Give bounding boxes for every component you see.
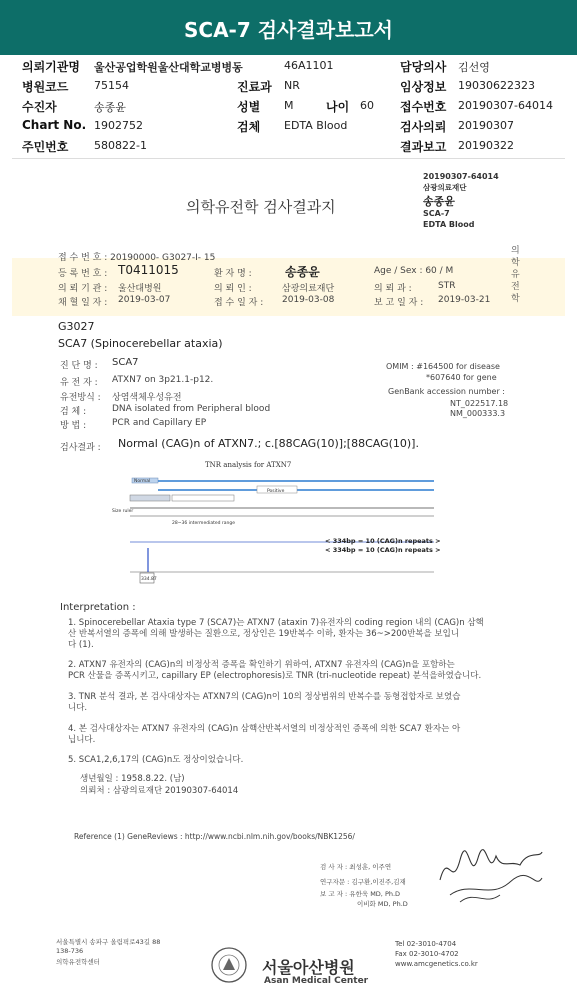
page-title: SCA-7 검사결과보고서 — [184, 18, 393, 42]
inheritance-value: 상염색체우성유전 — [112, 393, 182, 403]
value-institution: 울산공업학원울산대학교병병동 — [94, 61, 243, 74]
label-patient: 수진자 — [22, 100, 57, 114]
report-id-test: SCA-7 — [423, 209, 450, 218]
label-doctor: 담당의사 — [400, 60, 447, 74]
report-date-value: 2019-03-21 — [438, 295, 491, 305]
label-report-date: 결과보고 — [400, 140, 447, 154]
value-doctor: 김선영 — [458, 61, 490, 74]
disease-name: SCA7 (Spinocerebellar ataxia) — [58, 337, 223, 350]
age-sex-value: Age / Sex : 60 / M — [374, 266, 454, 276]
patient-name-value: 송종윤 — [285, 265, 320, 279]
requester-label: 의 뢰 인 : — [214, 284, 252, 294]
reg-no-value: T0411015 — [118, 263, 179, 277]
positive-bar-label: Positive — [267, 489, 285, 494]
label-dept: 진료과 — [237, 80, 272, 94]
value-sex: M — [284, 99, 294, 112]
footer-fax: Fax 02-3010-4702 — [395, 950, 459, 958]
tnr-chart — [112, 470, 442, 590]
size-ruler-label: Size ruler — [112, 509, 134, 514]
genbank-nt: NT_022517.18 — [450, 399, 509, 408]
interpretation-line: 1. Spinocerebellar Ataxia type 7 (SCA7)는 ATXN7 (ataxin 7)유전자의 coding region 내의 (CAG)n 삼핵 — [68, 618, 484, 628]
value-patient: 송종윤 — [94, 101, 126, 114]
label-age: 나이 — [326, 100, 350, 114]
interpretation-line: 다 (1). — [68, 640, 94, 650]
genbank-label: GenBank accession number : — [388, 387, 505, 396]
genbank-nm: NM_000333.3 — [450, 409, 506, 418]
interpretation-line: 2. ATXN7 유전자의 (CAG)n의 비정상적 증폭을 확인하기 위하여, ATXN7 유전자의 (CAG)n을 포함하는 — [68, 660, 455, 670]
label-specimen: 검체 — [237, 120, 261, 134]
interpretation-line: 5. SCA1,2,6,17의 (CAG)n도 정상이었습니다. — [68, 755, 244, 765]
report-title: 의학유전학 검사결과지 — [186, 198, 336, 216]
footer-website: www.amcgenetics.co.kr — [395, 960, 478, 968]
label-request-date: 검사의뢰 — [400, 120, 447, 134]
value-request-date: 20190307 — [458, 119, 514, 132]
label-institution: 의뢰기관명 — [22, 60, 80, 74]
omim-gene: *607640 for gene — [426, 373, 497, 382]
signer-reporter: 보 고 자 : 유한욱 MD, Ph.D — [320, 890, 401, 898]
footer-address-1: 서울특별시 송파구 올림픽로43길 88 — [56, 938, 161, 946]
report-id-accession: 20190307-64014 — [423, 172, 499, 181]
side-label: 의학유전학 — [511, 246, 520, 304]
value-hospital-code: 75154 — [94, 79, 129, 92]
gene-label: 유 전 자 : — [60, 378, 98, 388]
draw-date-label: 채 혈 일 자 : — [58, 298, 108, 308]
test-code: G3027 — [58, 320, 95, 333]
intermediate-bar-2 — [172, 495, 234, 501]
result-value: Normal (CAG)n of ATXN7.; c.[88CAG(10)];[88CAG(10)]. — [118, 437, 419, 450]
interpretation-line: 4. 본 검사대상자는 ATXN7 유전자의 (CAG)n 삼핵산반복서열의 비정상적인 증폭에 의한 SCA7 환자는 아 — [68, 724, 461, 734]
specimen-value: DNA isolated from Peripheral blood — [112, 404, 271, 414]
signer-reporter-2: 이비화 MD, Ph.D — [357, 900, 408, 908]
label-chart-no: Chart No. — [22, 118, 87, 132]
report-date-label: 보 고 일 자 : — [374, 298, 424, 308]
report-id-lab: 삼광의료재단 — [423, 183, 467, 192]
normal-bar-label: Normal — [134, 479, 151, 484]
reference-line: Reference (1) GeneReviews : http://www.ncbi.nlm.nih.gov/books/NBK1256/ — [74, 832, 355, 841]
institution-value: 울산대병원 — [118, 284, 162, 294]
hospital-name-en: Asan Medical Center — [264, 976, 369, 986]
omim-disease: OMIM : #164500 for disease — [386, 362, 500, 371]
interpretation-line: PCR 산물을 증폭시키고, capillary EP (electrophoresis)로 TNR (tri-nucleotide repeat) 분석을하였습니다. — [68, 671, 482, 681]
footer-address-3: 의학유전학센터 — [56, 958, 100, 966]
signature-image — [430, 840, 550, 910]
result-label: 검사결과 : — [60, 443, 101, 453]
method-value: PCR and Capillary EP — [112, 418, 207, 428]
report-id-specimen: EDTA Blood — [423, 220, 475, 229]
method-label: 방 법 : — [60, 421, 87, 431]
value-clinical-info: 19030622323 — [458, 79, 535, 92]
repeat-note-1: < 334bp = 10 (CAG)n repeats > — [325, 537, 441, 545]
label-resident-no: 주민번호 — [22, 140, 69, 154]
requester-value: 삼광의료재단 — [282, 284, 335, 294]
interpretation-line: 3. TNR 분석 결과, 본 검사대상자는 ATXN7의 (CAG)n이 10의 정상범위의 반복수를 동형접합자로 보였습 — [68, 692, 461, 702]
signer-tester: 검 사 자 : 최성훈, 이주연 — [320, 863, 392, 871]
label-accession: 접수번호 — [400, 100, 447, 114]
reg-no-label: 등 록 번 호 : — [58, 269, 108, 279]
value-report-date: 20190322 — [458, 139, 514, 152]
value-dept: NR — [284, 79, 300, 92]
label-hospital-code: 병원코드 — [22, 80, 69, 94]
asan-logo-icon — [210, 946, 248, 984]
diagnosis-label: 진 단 명 : — [60, 361, 98, 371]
value-resident-no: 580822-1 — [94, 139, 147, 152]
header-bar — [0, 0, 577, 55]
interpretation-line: 산 반복서열의 증폭에 의해 발생하는 질환으로, 정상인은 19반복수 이하, 환자는 36~>200반복을 보입니 — [68, 629, 460, 639]
receipt-date-value: 2019-03-08 — [282, 295, 335, 305]
value-ward-code: 46A1101 — [284, 59, 334, 72]
inheritance-label: 유전방식 : — [60, 393, 101, 403]
label-sex: 성별 — [237, 100, 261, 114]
value-age: 60 — [360, 99, 374, 112]
interpretation-title: Interpretation : — [60, 602, 136, 613]
label-clinical-info: 임상정보 — [400, 80, 447, 94]
draw-date-value: 2019-03-07 — [118, 295, 171, 305]
patient-name-label: 환 자 명 : — [214, 269, 252, 279]
value-specimen: EDTA Blood — [284, 119, 348, 132]
accession-line: 접 수 번 호 : 20190000- G3027-I- 15 — [58, 253, 216, 263]
interpretation-line: 닙니다. — [68, 735, 96, 745]
report-id-patient: 송종윤 — [423, 195, 455, 208]
repeat-note-2: < 334bp = 10 (CAG)n repeats > — [325, 546, 441, 554]
requester-ref: 의뢰처 : 삼광의료재단 20190307-64014 — [80, 786, 239, 796]
institution-label: 의 뢰 기 관 : — [58, 284, 108, 294]
gene-value: ATXN7 on 3p21.1-p12. — [112, 375, 214, 385]
peak-label: 334.87 — [141, 577, 157, 582]
chart-title: TNR analysis for ATXN7 — [205, 461, 292, 469]
diagnosis-value: SCA7 — [112, 357, 139, 368]
value-chart-no: 1902752 — [94, 119, 143, 132]
hospital-name-kr: 서울아산병원 — [262, 958, 355, 977]
department-value: STR — [438, 281, 456, 291]
receipt-date-label: 접 수 일 자 : — [214, 298, 264, 308]
birth-date: 생년월일 : 1958.8.22. (남) — [80, 774, 185, 784]
range-note: 28~36 intermediated range — [172, 521, 235, 526]
footer-address-2: 138-736 — [56, 947, 84, 955]
specimen-label: 검 체 : — [60, 407, 87, 417]
intermediate-bar — [130, 495, 170, 501]
footer-tel: Tel 02-3010-4704 — [395, 940, 457, 948]
department-label: 의 뢰 과 : — [374, 284, 412, 294]
signer-advisor: 연구자문 : 김구환,이진주,김재 — [320, 878, 406, 886]
interpretation-line: 니다. — [68, 703, 88, 713]
value-accession: 20190307-64014 — [458, 99, 553, 112]
